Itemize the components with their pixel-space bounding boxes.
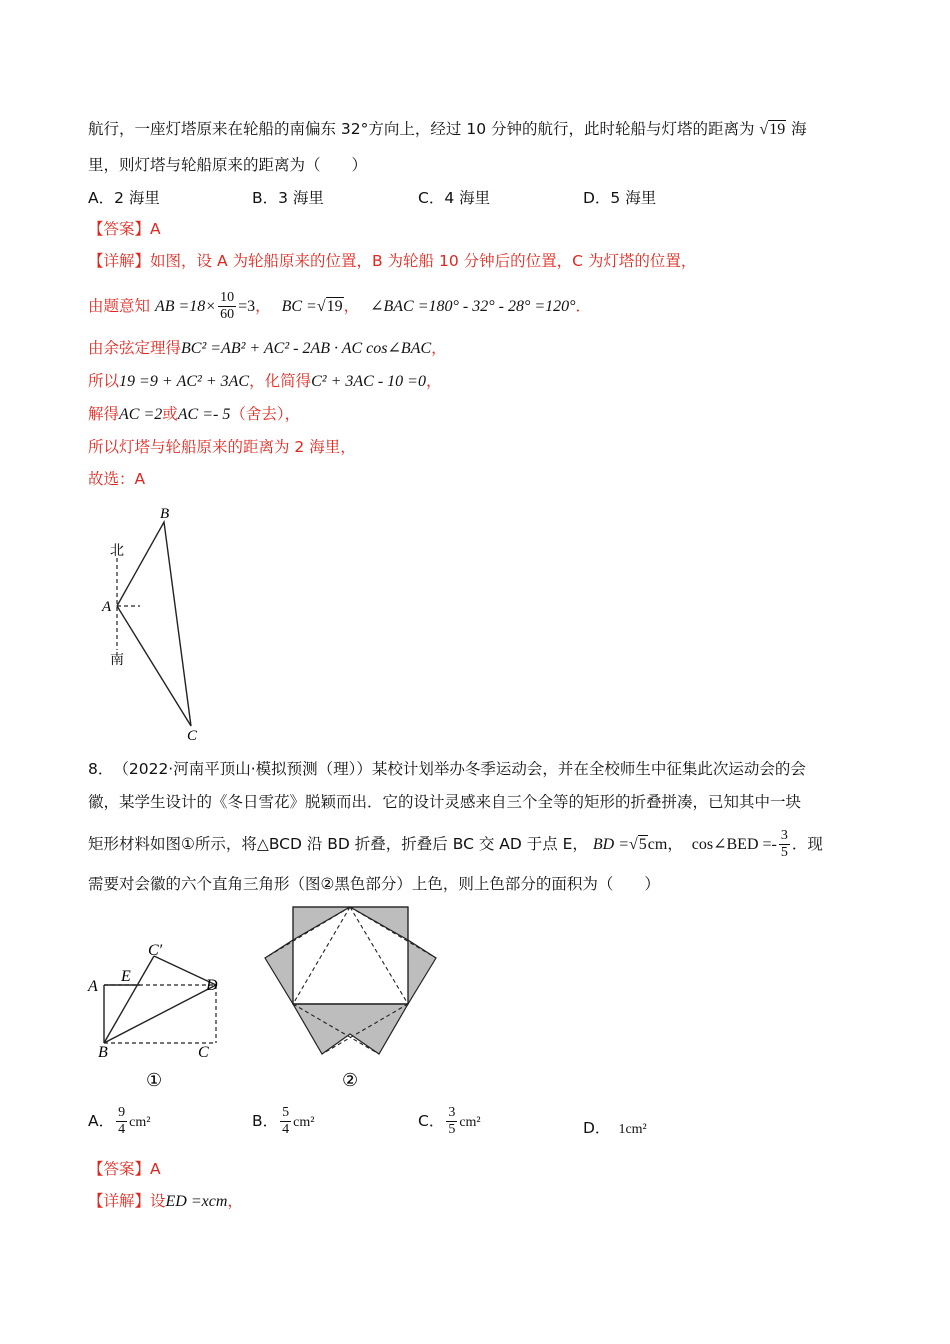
q8-figure-1 — [84, 935, 234, 1095]
q8-option-c: C． $\frac{3}{5}$ cm² — [418, 1105, 481, 1137]
q8-answer: 【答案】A — [88, 1160, 161, 1178]
label-b: B — [98, 1044, 108, 1061]
q7-step4: 解得AC =2或AC =- 5（舍去）， — [88, 405, 301, 423]
shaded-top — [293, 907, 408, 940]
fraction-3-5: $\frac{3}{5}$ — [780, 828, 788, 860]
label-d: D — [206, 977, 218, 994]
label-a: A — [88, 978, 98, 995]
q8-text-line3: 矩形材料如图①所示，将△BCD 沿 BD 折叠，折叠后 BC 交 AD 于点 E， BD =√5cm， cos∠BED =- $\frac{3}{5}$ ．现 — [88, 828, 823, 860]
q8-option-a: A． $\frac{9}{4}$ cm² — [88, 1105, 151, 1137]
label-e: E — [121, 968, 131, 985]
q8-figure-2 — [258, 900, 448, 1090]
q8-detail: 【详解】设ED =xcm， — [88, 1192, 243, 1210]
q7-step1: 由题意知 AB =18× $\frac{10}{60}$ =3， BC =√19， ∠BAC =180° - 32° - 28° =120°． — [88, 290, 592, 322]
q7-triangle-figure — [90, 500, 220, 745]
shaded-bottom — [293, 1004, 408, 1054]
q7-step2: 由余弦定理得BC² =AB² + AC² - 2AB · AC cos∠BAC， — [88, 339, 447, 357]
label-north: 北 — [110, 543, 124, 559]
label-c-prime: C′ — [148, 942, 163, 959]
q7-step5: 所以灯塔与轮船原来的距离为 2 海里， — [88, 438, 356, 456]
q8-option-b: B． $\frac{5}{4}$ cm² — [252, 1105, 315, 1137]
q7-option-b: B．3 海里 — [252, 189, 324, 207]
label-a: A — [102, 599, 112, 615]
q8-text-line1: 8． （2022·河南平顶山·模拟预测（理））某校计划举办冬季运动会，并在全校师生中征集此次运动会的会 — [88, 760, 806, 778]
q8-option-d: D． 1cm² — [583, 1119, 647, 1137]
triangle-abc — [117, 522, 191, 726]
q7-step3: 所以19 =9 + AC² + 3AC，化简得C² + 3AC - 10 =0， — [88, 372, 442, 390]
fraction-10-60: $\frac{10}{60}$ — [220, 290, 235, 322]
q7-option-a: A．2 海里 — [88, 189, 160, 207]
q7-option-d: D．5 海里 — [583, 189, 657, 207]
label-c: C — [187, 728, 198, 744]
q7-step6: 故选：A — [88, 470, 146, 488]
q7-text-line2: 里，则灯塔与轮船原来的距离为（ ） — [88, 156, 368, 174]
q7-answer: 【答案】A — [88, 220, 161, 238]
q8-text-line4: 需要对会徽的六个直角三角形（图②黑色部分）上色，则上色部分的面积为（ ） — [88, 875, 660, 893]
label-c: C — [198, 1044, 209, 1061]
q8-text-line2: 徽，某学生设计的《冬日雪花》脱颖而出．它的设计灵感来自三个全等的矩形的折叠拼凑，已知其中一块 — [88, 793, 802, 811]
q7-text-line1: 航行，一座灯塔原来在轮船的南偏东 32°方向上，经过 10 分钟的航行，此时轮船与灯塔的距离为 √19 海 — [88, 120, 807, 138]
label-b: B — [160, 506, 170, 522]
caption-2: ② — [342, 1070, 359, 1090]
sqrt-19: √19 — [759, 121, 786, 138]
q7-option-c: C．4 海里 — [418, 189, 491, 207]
q7-line1-text: 航行，一座灯塔原来在轮船的南偏东 32°方向上，经过 10 分钟的航行，此时轮船与灯塔的距离为 — [88, 120, 755, 138]
label-south: 南 — [110, 652, 124, 668]
shaded-left — [265, 940, 293, 1004]
q7-detail: 【详解】如图，设 A 为轮船原来的位置，B 为轮船 10 分钟后的位置，C 为灯塔的位置， — [88, 252, 697, 270]
caption-1: ① — [146, 1070, 163, 1090]
shaded-right — [408, 940, 436, 1004]
